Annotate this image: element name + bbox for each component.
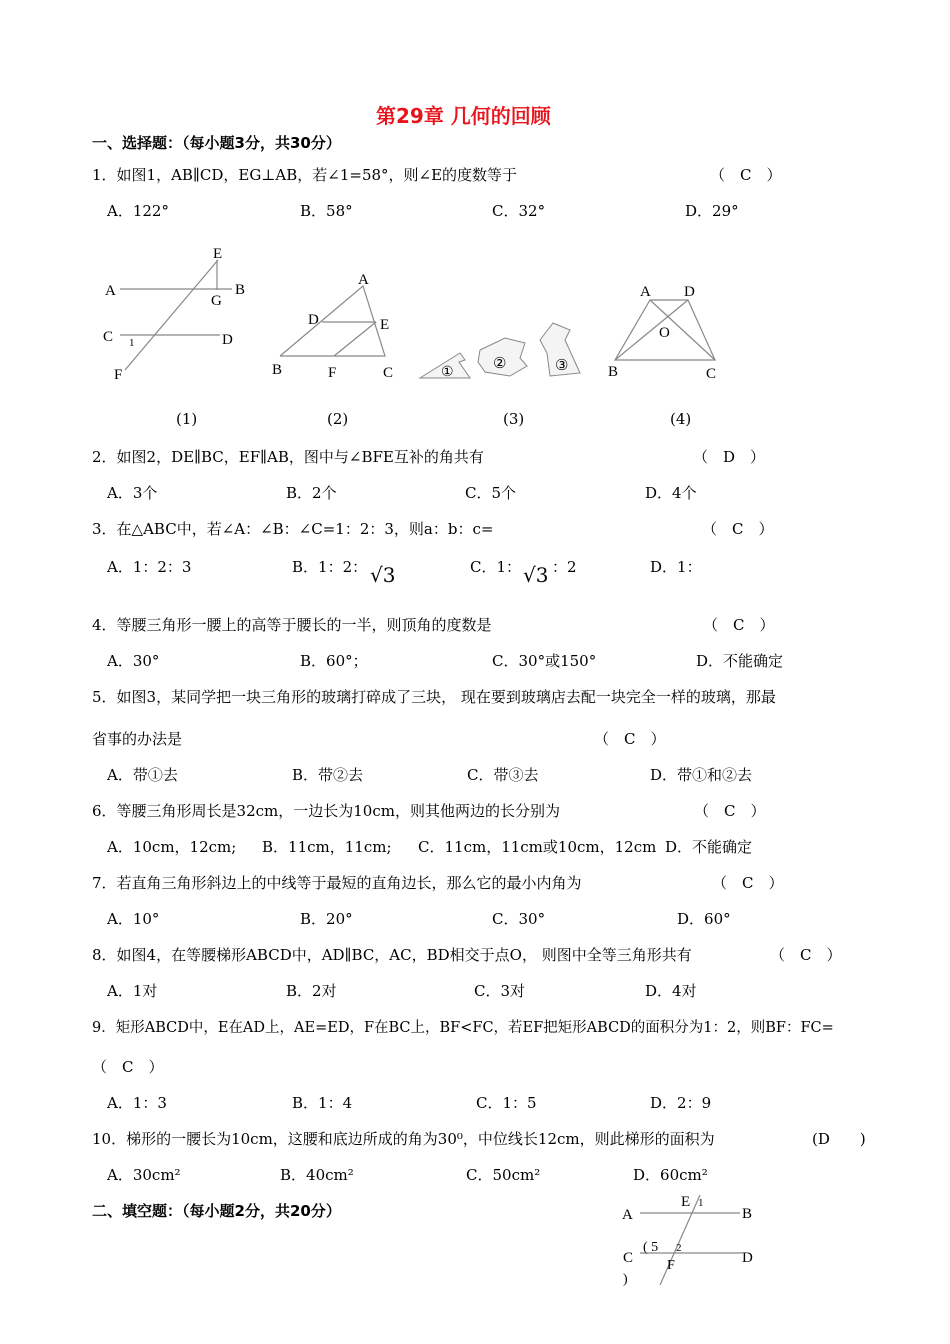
question-3: 3．在△ABC中，若∠A：∠B：∠C=1：2：3，则a：b：c= bbox=[92, 520, 494, 538]
fig1-label-g: G bbox=[211, 293, 222, 309]
fig2-label-b: B bbox=[272, 362, 283, 378]
option-3b-sqrt: √3 bbox=[370, 563, 396, 587]
question-1: 1．如图1，AB∥CD，EG⊥AB，若∠1=58°，则∠E的度数等于 bbox=[92, 166, 518, 184]
fig5-label-paren: ) bbox=[623, 1272, 628, 1287]
option-4c: C．30°或150° bbox=[492, 652, 597, 670]
fig4-label-a: A bbox=[640, 284, 651, 300]
option-1b: B．58° bbox=[300, 202, 353, 220]
option-1d: D．29° bbox=[685, 202, 739, 220]
fig3-piece-3: ③ bbox=[555, 358, 569, 374]
question-10: 10．梯形的一腰长为10cm，这腰和底边所成的角为30⁰，中位线长12cm，则此梯形的面积为 bbox=[92, 1130, 715, 1148]
option-2b: B．2个 bbox=[286, 484, 337, 502]
option-1c: C．32° bbox=[492, 202, 546, 220]
question-6: 6．等腰三角形周长是32cm，一边长为10cm，则其他两边的长分别为 bbox=[92, 802, 560, 820]
option-2c: C．5个 bbox=[465, 484, 517, 502]
option-9a: A．1：3 bbox=[107, 1094, 167, 1112]
question-2: 2．如图2，DE∥BC，EF∥AB，图中与∠BFE互补的角共有 bbox=[92, 448, 484, 466]
figure-4 bbox=[600, 278, 730, 388]
fig3-piece-2: ② bbox=[493, 356, 507, 372]
section-heading-choice: 一、选择题：（每小题3分，共30分） bbox=[92, 134, 341, 152]
option-7c: C．30° bbox=[492, 910, 546, 928]
caption-2: (2) bbox=[327, 410, 349, 428]
caption-4: (4) bbox=[670, 410, 692, 428]
option-8b: B．2对 bbox=[286, 982, 337, 1000]
option-10c: C．50cm² bbox=[466, 1166, 541, 1184]
answer-2: （ D ） bbox=[693, 448, 766, 466]
question-4: 4．等腰三角形一腰上的高等于腰长的一半，则顶角的度数是 bbox=[92, 616, 492, 634]
answer-1: （ C ） bbox=[710, 166, 782, 184]
answer-10: (D ) bbox=[812, 1130, 866, 1148]
answer-7: （ C ） bbox=[712, 874, 784, 892]
option-3c: C．1： bbox=[470, 558, 522, 576]
question-8: 8．如图4，在等腰梯形ABCD中，AD∥BC，AC，BD相交于点O， 则图中全等三角形共有 bbox=[92, 946, 692, 964]
fig2-label-c: C bbox=[383, 365, 394, 381]
option-3a: A．1：2：3 bbox=[107, 558, 192, 576]
fig2-label-f: F bbox=[328, 365, 337, 381]
option-3b: B．1：2： bbox=[292, 558, 368, 576]
section-heading-fill: 二、填空题：（每小题2分，共20分） bbox=[92, 1202, 341, 1220]
fig5-label-a: A bbox=[622, 1207, 633, 1223]
option-1a: A．122° bbox=[107, 202, 169, 220]
option-5b: B．带②去 bbox=[292, 766, 364, 784]
answer-6: （ C ） bbox=[694, 802, 766, 820]
caption-1: (1) bbox=[176, 410, 198, 428]
option-6c: C．11cm，11cm或10cm，12cm bbox=[418, 838, 657, 856]
fig4-label-c: C bbox=[706, 366, 717, 382]
option-3c-tail: ：2 bbox=[552, 558, 577, 576]
fig1-label-a: A bbox=[105, 283, 116, 299]
option-2d: D．4个 bbox=[645, 484, 697, 502]
fig5-label-f: F bbox=[667, 1258, 675, 1273]
fig2-label-e: E bbox=[380, 317, 390, 333]
answer-9: （ C ） bbox=[92, 1058, 164, 1076]
option-6d: D．不能确定 bbox=[665, 838, 753, 856]
figure-1 bbox=[95, 240, 255, 385]
option-7b: B．20° bbox=[300, 910, 353, 928]
option-10a: A．30cm² bbox=[107, 1166, 181, 1184]
fig3-piece-1: ① bbox=[441, 365, 454, 380]
option-9c: C．1：5 bbox=[476, 1094, 537, 1112]
figure-3 bbox=[415, 318, 585, 383]
fig1-label-c: C bbox=[103, 329, 114, 345]
option-9b: B．1：4 bbox=[292, 1094, 353, 1112]
question-5-cont: 省事的办法是 bbox=[92, 730, 183, 748]
option-5a: A．带①去 bbox=[107, 766, 178, 784]
answer-3: （ C ） bbox=[702, 520, 774, 538]
fig1-label-e: E bbox=[213, 246, 223, 262]
question-9: 9．矩形ABCD中，E在AD上，AE=ED，F在BC上，BF<FC，若EF把矩形ABCD的面积分为1：2，则BF：FC= bbox=[92, 1020, 834, 1036]
fig1-label-d: D bbox=[222, 332, 233, 348]
caption-3: (3) bbox=[503, 410, 525, 428]
option-5d: D．带①和②去 bbox=[650, 766, 753, 784]
option-6b: B．11cm，11cm; bbox=[262, 838, 392, 856]
question-5: 5．如图3，某同学把一块三角形的玻璃打碎成了三块， 现在要到玻璃店去配一块完全一样的玻璃，那最 bbox=[92, 688, 776, 706]
option-8c: C．3对 bbox=[474, 982, 526, 1000]
option-10b: B．40cm² bbox=[280, 1166, 354, 1184]
fig5-label-d: D bbox=[742, 1250, 753, 1266]
answer-8: （ C ） bbox=[770, 946, 842, 964]
fig5-label-5: ( 5 bbox=[643, 1240, 659, 1255]
option-5c: C．带③去 bbox=[467, 766, 539, 784]
option-3c-sqrt: √3 bbox=[523, 563, 549, 587]
fig2-label-d: D bbox=[308, 312, 319, 328]
fig1-label-b: B bbox=[235, 282, 246, 298]
fig1-label-f: F bbox=[114, 367, 123, 383]
option-7d: D．60° bbox=[677, 910, 731, 928]
option-8d: D．4对 bbox=[645, 982, 697, 1000]
fig4-label-o: O bbox=[659, 325, 670, 341]
option-8a: A．1对 bbox=[107, 982, 158, 1000]
fig4-label-d: D bbox=[684, 284, 695, 300]
option-4a: A．30° bbox=[107, 652, 160, 670]
option-10d: D．60cm² bbox=[633, 1166, 708, 1184]
fig5-label-2: 2 bbox=[676, 1242, 682, 1254]
answer-4: （ C ） bbox=[703, 616, 775, 634]
fig5-label-e: E bbox=[681, 1194, 691, 1210]
figure-2 bbox=[268, 268, 403, 383]
option-4b: B．60°； bbox=[300, 652, 368, 670]
fig4-label-b: B bbox=[608, 364, 619, 380]
option-4d: D．不能确定 bbox=[696, 652, 784, 670]
fig2-label-a: A bbox=[358, 272, 369, 288]
option-6a: A．10cm，12cm; bbox=[107, 838, 237, 856]
fig5-label-b: B bbox=[742, 1206, 753, 1222]
fig1-label-1: 1 bbox=[129, 337, 135, 349]
fig5-label-1: 1 bbox=[698, 1197, 704, 1209]
option-2a: A．3个 bbox=[107, 484, 158, 502]
option-9d: D．2：9 bbox=[650, 1094, 712, 1112]
fig5-label-c: C bbox=[623, 1250, 634, 1266]
option-7a: A．10° bbox=[107, 910, 160, 928]
question-7: 7．若直角三角形斜边上的中线等于最短的直角边长，那么它的最小内角为 bbox=[92, 874, 582, 892]
option-3d: D．1： bbox=[650, 558, 702, 576]
figure-5 bbox=[615, 1190, 775, 1295]
answer-5: （ C ） bbox=[594, 730, 666, 748]
page-title: 第29章 几何的回顾 bbox=[376, 104, 551, 128]
